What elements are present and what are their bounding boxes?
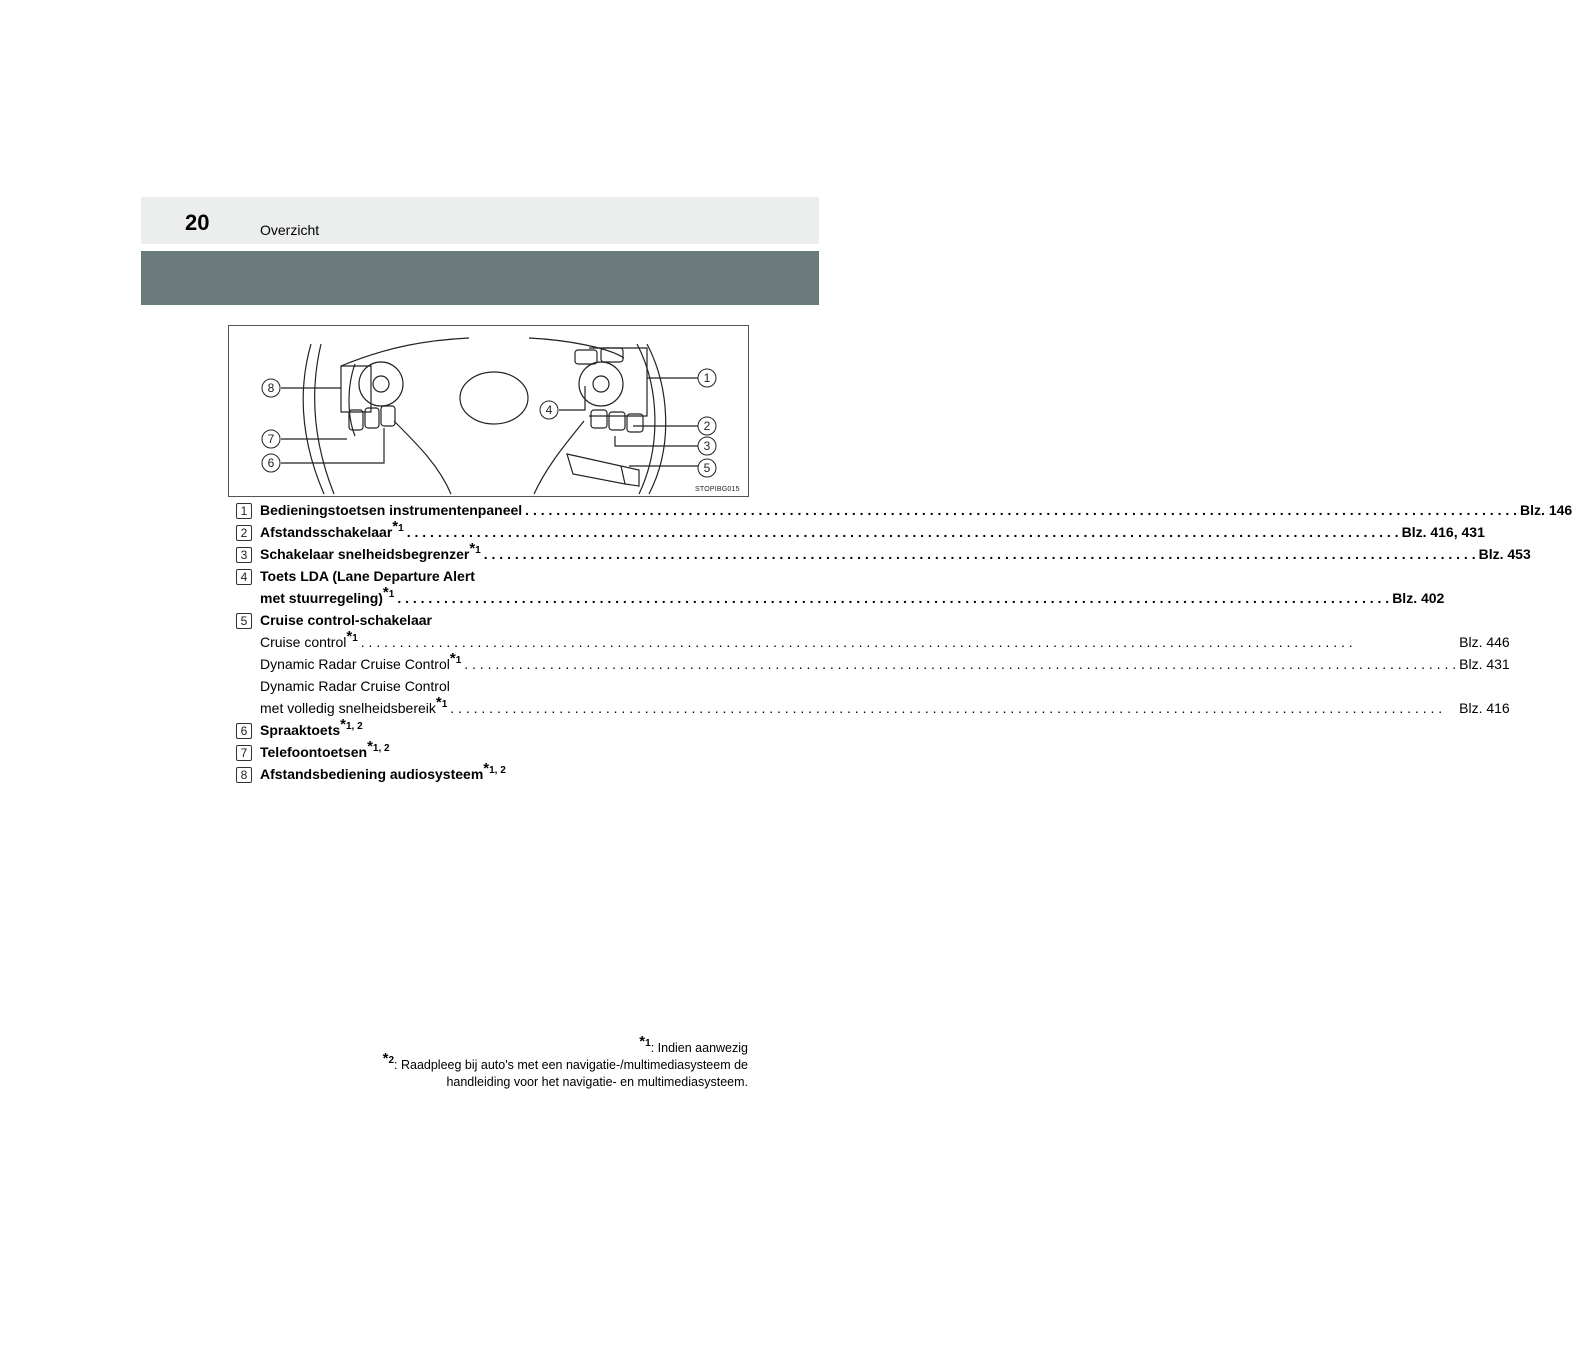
sub-label-line1: Dynamic Radar Cruise Control (260, 678, 450, 694)
sub-label: Cruise control (260, 634, 347, 650)
footnote-mark: 1 (645, 1038, 651, 1049)
list-item (236, 609, 1510, 719)
callout-2: 2 (703, 419, 711, 433)
footnote-ref: 1 (352, 633, 358, 644)
callout-5: 5 (703, 461, 711, 475)
sub-label: Dynamic Radar Cruise Control (260, 656, 450, 672)
section-title: Overzicht (260, 222, 320, 238)
footnote-star: * (367, 738, 373, 755)
list-item (236, 760, 726, 785)
item-ref: Blz. 146 (1520, 502, 1572, 518)
callout-8: 8 (267, 381, 275, 395)
callout-1: 1 (703, 371, 711, 385)
header-bar (141, 197, 819, 244)
footnote-star: * (639, 1033, 646, 1050)
footnote-star: * (392, 518, 399, 535)
footnote-ref: 1, 2 (346, 721, 363, 732)
footnote-star: * (382, 1050, 389, 1067)
item-heading: Cruise control-schakelaar (260, 612, 432, 628)
item-number: 6 (236, 723, 252, 739)
section-band (141, 251, 819, 305)
footnote-star: * (469, 540, 476, 557)
footnote-2 (340, 1050, 748, 1074)
footnote-star: * (435, 694, 442, 711)
item-list (236, 499, 1572, 785)
sub-ref: Blz. 446 (1459, 634, 1510, 650)
item-ref: Blz. 416, 431 (1401, 524, 1485, 540)
item-number: 1 (236, 503, 252, 519)
item-label: Afstandsbediening audiosysteem (260, 766, 484, 782)
callout-6: 6 (267, 456, 275, 470)
item-ref: Blz. 402 (1392, 590, 1445, 606)
footnote-star: * (483, 760, 490, 777)
list-item (236, 565, 1445, 609)
callout-4: 4 (545, 403, 553, 417)
footnote-star: * (449, 650, 456, 667)
sub-ref: Blz. 416 (1459, 700, 1510, 716)
item-label-line1: Toets LDA (Lane Departure Alert (260, 568, 475, 584)
sub-label: met volledig snelheidsbereik (260, 700, 436, 716)
footnote-text: : Raadpleeg bij auto's met een navigatie-/multimediasysteem de (394, 1058, 748, 1072)
callout-7: 7 (267, 432, 275, 446)
item-number: 5 (236, 613, 252, 629)
footnote-ref: 1, 2 (372, 743, 390, 754)
footnote-ref: 1 (455, 655, 462, 666)
item-label: Afstandsschakelaar (260, 524, 393, 540)
list-item (236, 738, 726, 763)
footnote-star: * (382, 584, 389, 601)
item-label: Bedieningstoetsen instrumentenpaneel (260, 502, 523, 518)
item-label: met stuurregeling) (260, 590, 383, 606)
item-label: Telefoontoetsen (260, 744, 368, 760)
footnote-1 (340, 1033, 748, 1057)
footnote-2-line2: handleiding voor het navigatie- en multimediasysteem. (446, 1075, 748, 1089)
footnote-text: : Indien aanwezig (650, 1041, 748, 1055)
item-number: 4 (236, 569, 252, 585)
footnote-ref: 1, 2 (489, 765, 506, 776)
footnote-ref: 1 (398, 523, 404, 534)
footnote-ref: 1 (388, 589, 395, 600)
footnote-ref: 1 (441, 699, 448, 710)
footnote-star: * (346, 628, 353, 645)
list-item (236, 716, 726, 741)
footnote-ref: 1 (475, 545, 481, 556)
callout-3: 3 (703, 439, 711, 453)
steering-wheel-figure (228, 325, 749, 497)
steering-wheel-illustration (229, 326, 750, 498)
page-number: 20 (185, 210, 210, 235)
item-number: 3 (236, 547, 252, 563)
item-ref: Blz. 453 (1478, 546, 1531, 562)
list-item (236, 518, 1485, 543)
item-label: Schakelaar snelheidsbegrenzer (260, 546, 470, 562)
sub-ref: Blz. 431 (1459, 656, 1510, 672)
list-item (236, 540, 1531, 565)
figure-code: STOPIBG015 (695, 486, 740, 493)
footnotes (340, 1033, 748, 1091)
list-item (236, 499, 1572, 521)
footnote-mark: 2 (388, 1055, 395, 1066)
item-label: Spraaktoets (260, 722, 341, 738)
item-number: 2 (236, 525, 252, 541)
item-number: 8 (236, 767, 252, 783)
item-number: 7 (236, 745, 252, 761)
footnote-star: * (340, 716, 346, 733)
